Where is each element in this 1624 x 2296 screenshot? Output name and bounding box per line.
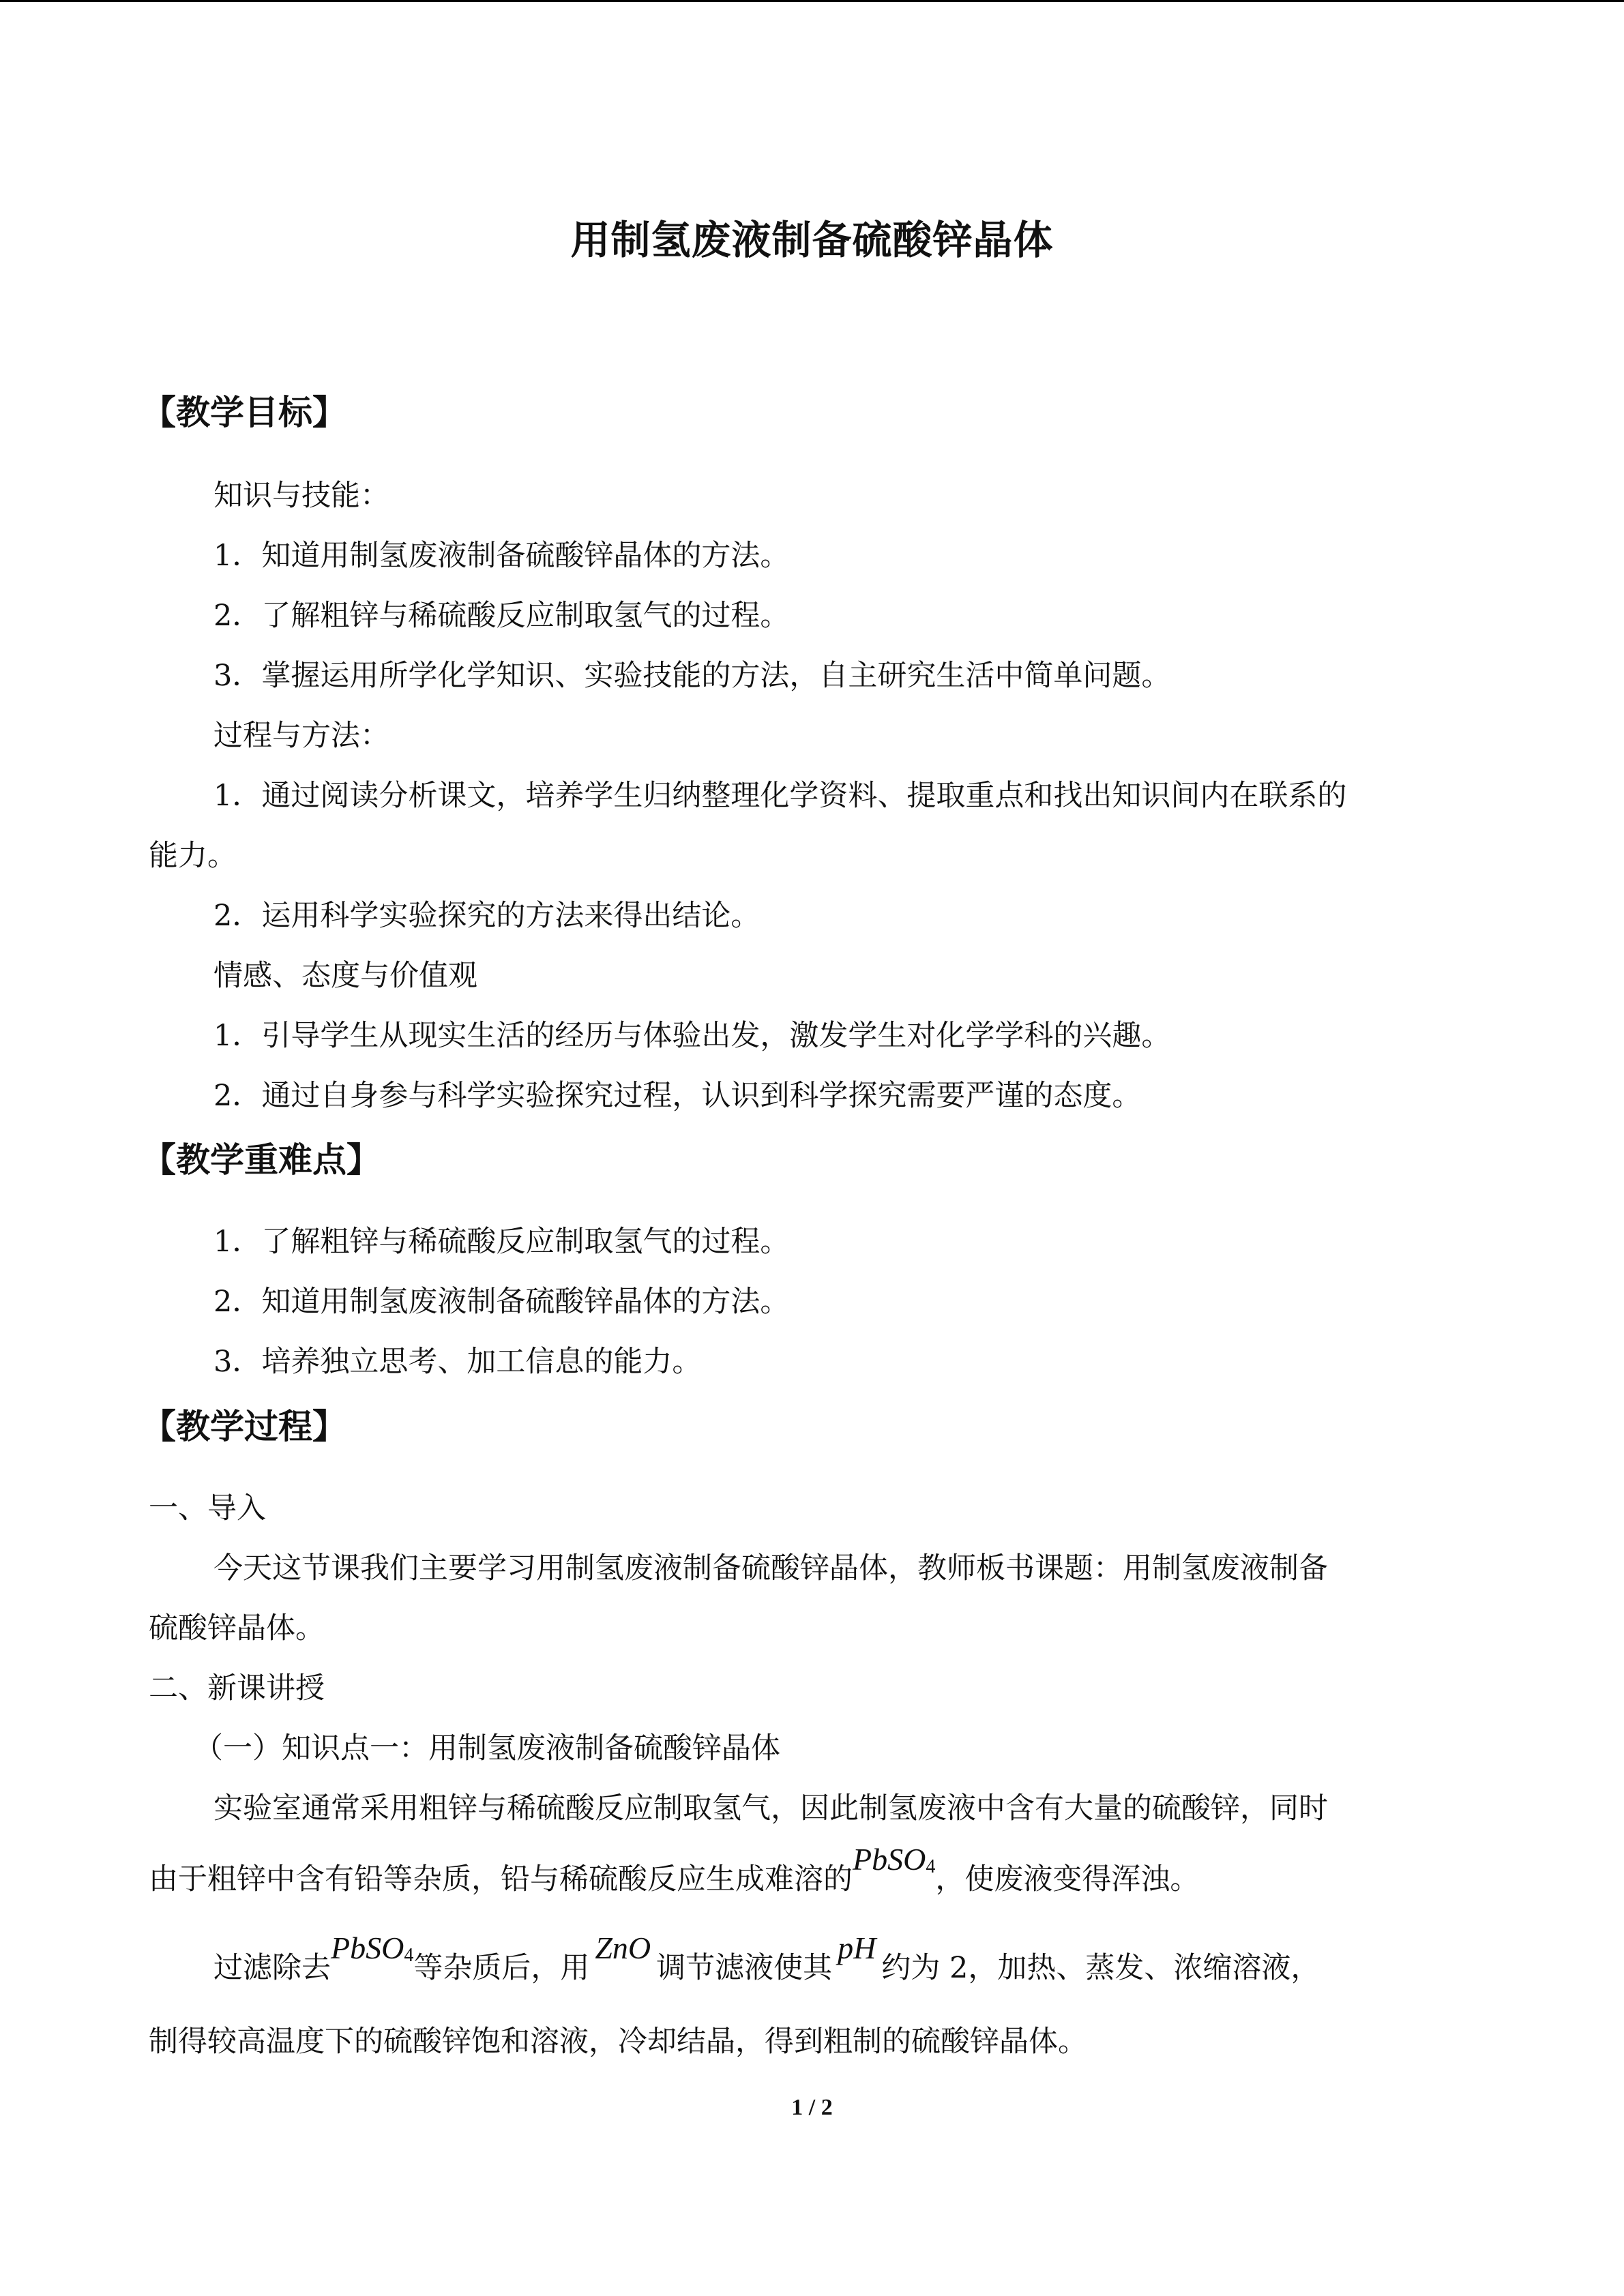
knowledge-label: 知识与技能： (213, 479, 389, 513)
heading-key-points: 【教学重难点】 (142, 1140, 381, 1180)
paragraph-2-text-b: 等杂质后，用 (413, 1951, 590, 1985)
heading-teaching-process: 【教学过程】 (142, 1407, 346, 1446)
process-item-1-line-1: 1．通过阅读分析课文，培养学生归纳整理化学资料、提取重点和找出知识间内在联系的 (213, 779, 1347, 813)
formula-ph: pH (838, 1930, 876, 1965)
formula-pbso4-second (331, 1928, 413, 1976)
process-label: 过程与方法： (213, 719, 389, 753)
paragraph-2-text-a: 过滤除去 (213, 1951, 331, 1985)
paragraph-2-line-1 (213, 1930, 1320, 1995)
formula-pbso4-base: PbSO (853, 1842, 926, 1877)
paragraph-2-text-d: 约为 2，加热、蒸发、浓缩溶液， (881, 1951, 1320, 1985)
knowledge-item-2: 2．了解粗锌与稀硫酸反应制取氢气的过程。 (213, 599, 790, 633)
paragraph-1-line-2-text-b: ，使废液变得浑浊。 (935, 1862, 1200, 1896)
page-title: 用制氢废液制备硫酸锌晶体 (570, 217, 1054, 263)
knowledge-item-1: 1．知道用制氢废液制备硫酸锌晶体的方法。 (213, 539, 790, 573)
formula-pbso4 (853, 1839, 935, 1888)
paragraph-2-line-2: 制得较高温度下的硫酸锌饱和溶液，冷却结晶，得到粗制的硫酸锌晶体。 (149, 2025, 1087, 2059)
paragraph-1-line-1: 实验室通常采用粗锌与稀硫酸反应制取氢气，因此制氢废液中含有大量的硫酸锌，同时 (213, 1791, 1328, 1825)
intro-paragraph-line-1: 今天这节课我们主要学习用制氢废液制备硫酸锌晶体，教师板书课题：用制氢废液制备 (213, 1551, 1328, 1585)
key-point-2: 2．知道用制氢废液制备硫酸锌晶体的方法。 (213, 1285, 790, 1319)
intro-paragraph-line-2: 硫酸锌晶体。 (149, 1611, 325, 1645)
paragraph-2-text-c: 调节滤液使其 (656, 1951, 833, 1985)
formula-pbso4-second-subscript: 4 (404, 1945, 414, 1966)
emotion-label: 情感、态度与价值观 (213, 959, 477, 993)
process-item-2: 2．运用科学实验探究的方法来得出结论。 (213, 899, 761, 933)
emotion-item-2: 2．通过自身参与科学实验探究过程，认识到科学探究需要严谨的态度。 (213, 1079, 1142, 1113)
knowledge-point-1-label: （一）知识点一：用制氢废液制备硫酸锌晶体 (194, 1731, 780, 1765)
formula-pbso4-second-base: PbSO (331, 1930, 404, 1965)
paragraph-1-line-2 (149, 1842, 1200, 1907)
knowledge-item-3: 3．掌握运用所学化学知识、实验技能的方法，自主研究生活中简单问题。 (213, 659, 1171, 693)
formula-pbso4-subscript: 4 (926, 1856, 936, 1877)
new-lesson-label: 二、新课讲授 (149, 1671, 325, 1705)
key-point-3: 3．培养独立思考、加工信息的能力。 (213, 1345, 702, 1379)
heading-teaching-goals: 【教学目标】 (142, 393, 346, 432)
top-border (0, 0, 1624, 2)
formula-zno: ZnO (595, 1930, 651, 1965)
intro-label: 一、导入 (149, 1491, 266, 1525)
paragraph-1-line-2-text-a: 由于粗锌中含有铅等杂质，铅与稀硫酸反应生成难溶的 (149, 1862, 853, 1896)
process-item-1-line-2: 能力。 (149, 839, 237, 873)
page-number: 1 / 2 (791, 2095, 833, 2120)
emotion-item-1: 1．引导学生从现实生活的经历与体验出发，激发学生对化学学科的兴趣。 (213, 1019, 1171, 1053)
key-point-1: 1．了解粗锌与稀硫酸反应制取氢气的过程。 (213, 1225, 790, 1259)
